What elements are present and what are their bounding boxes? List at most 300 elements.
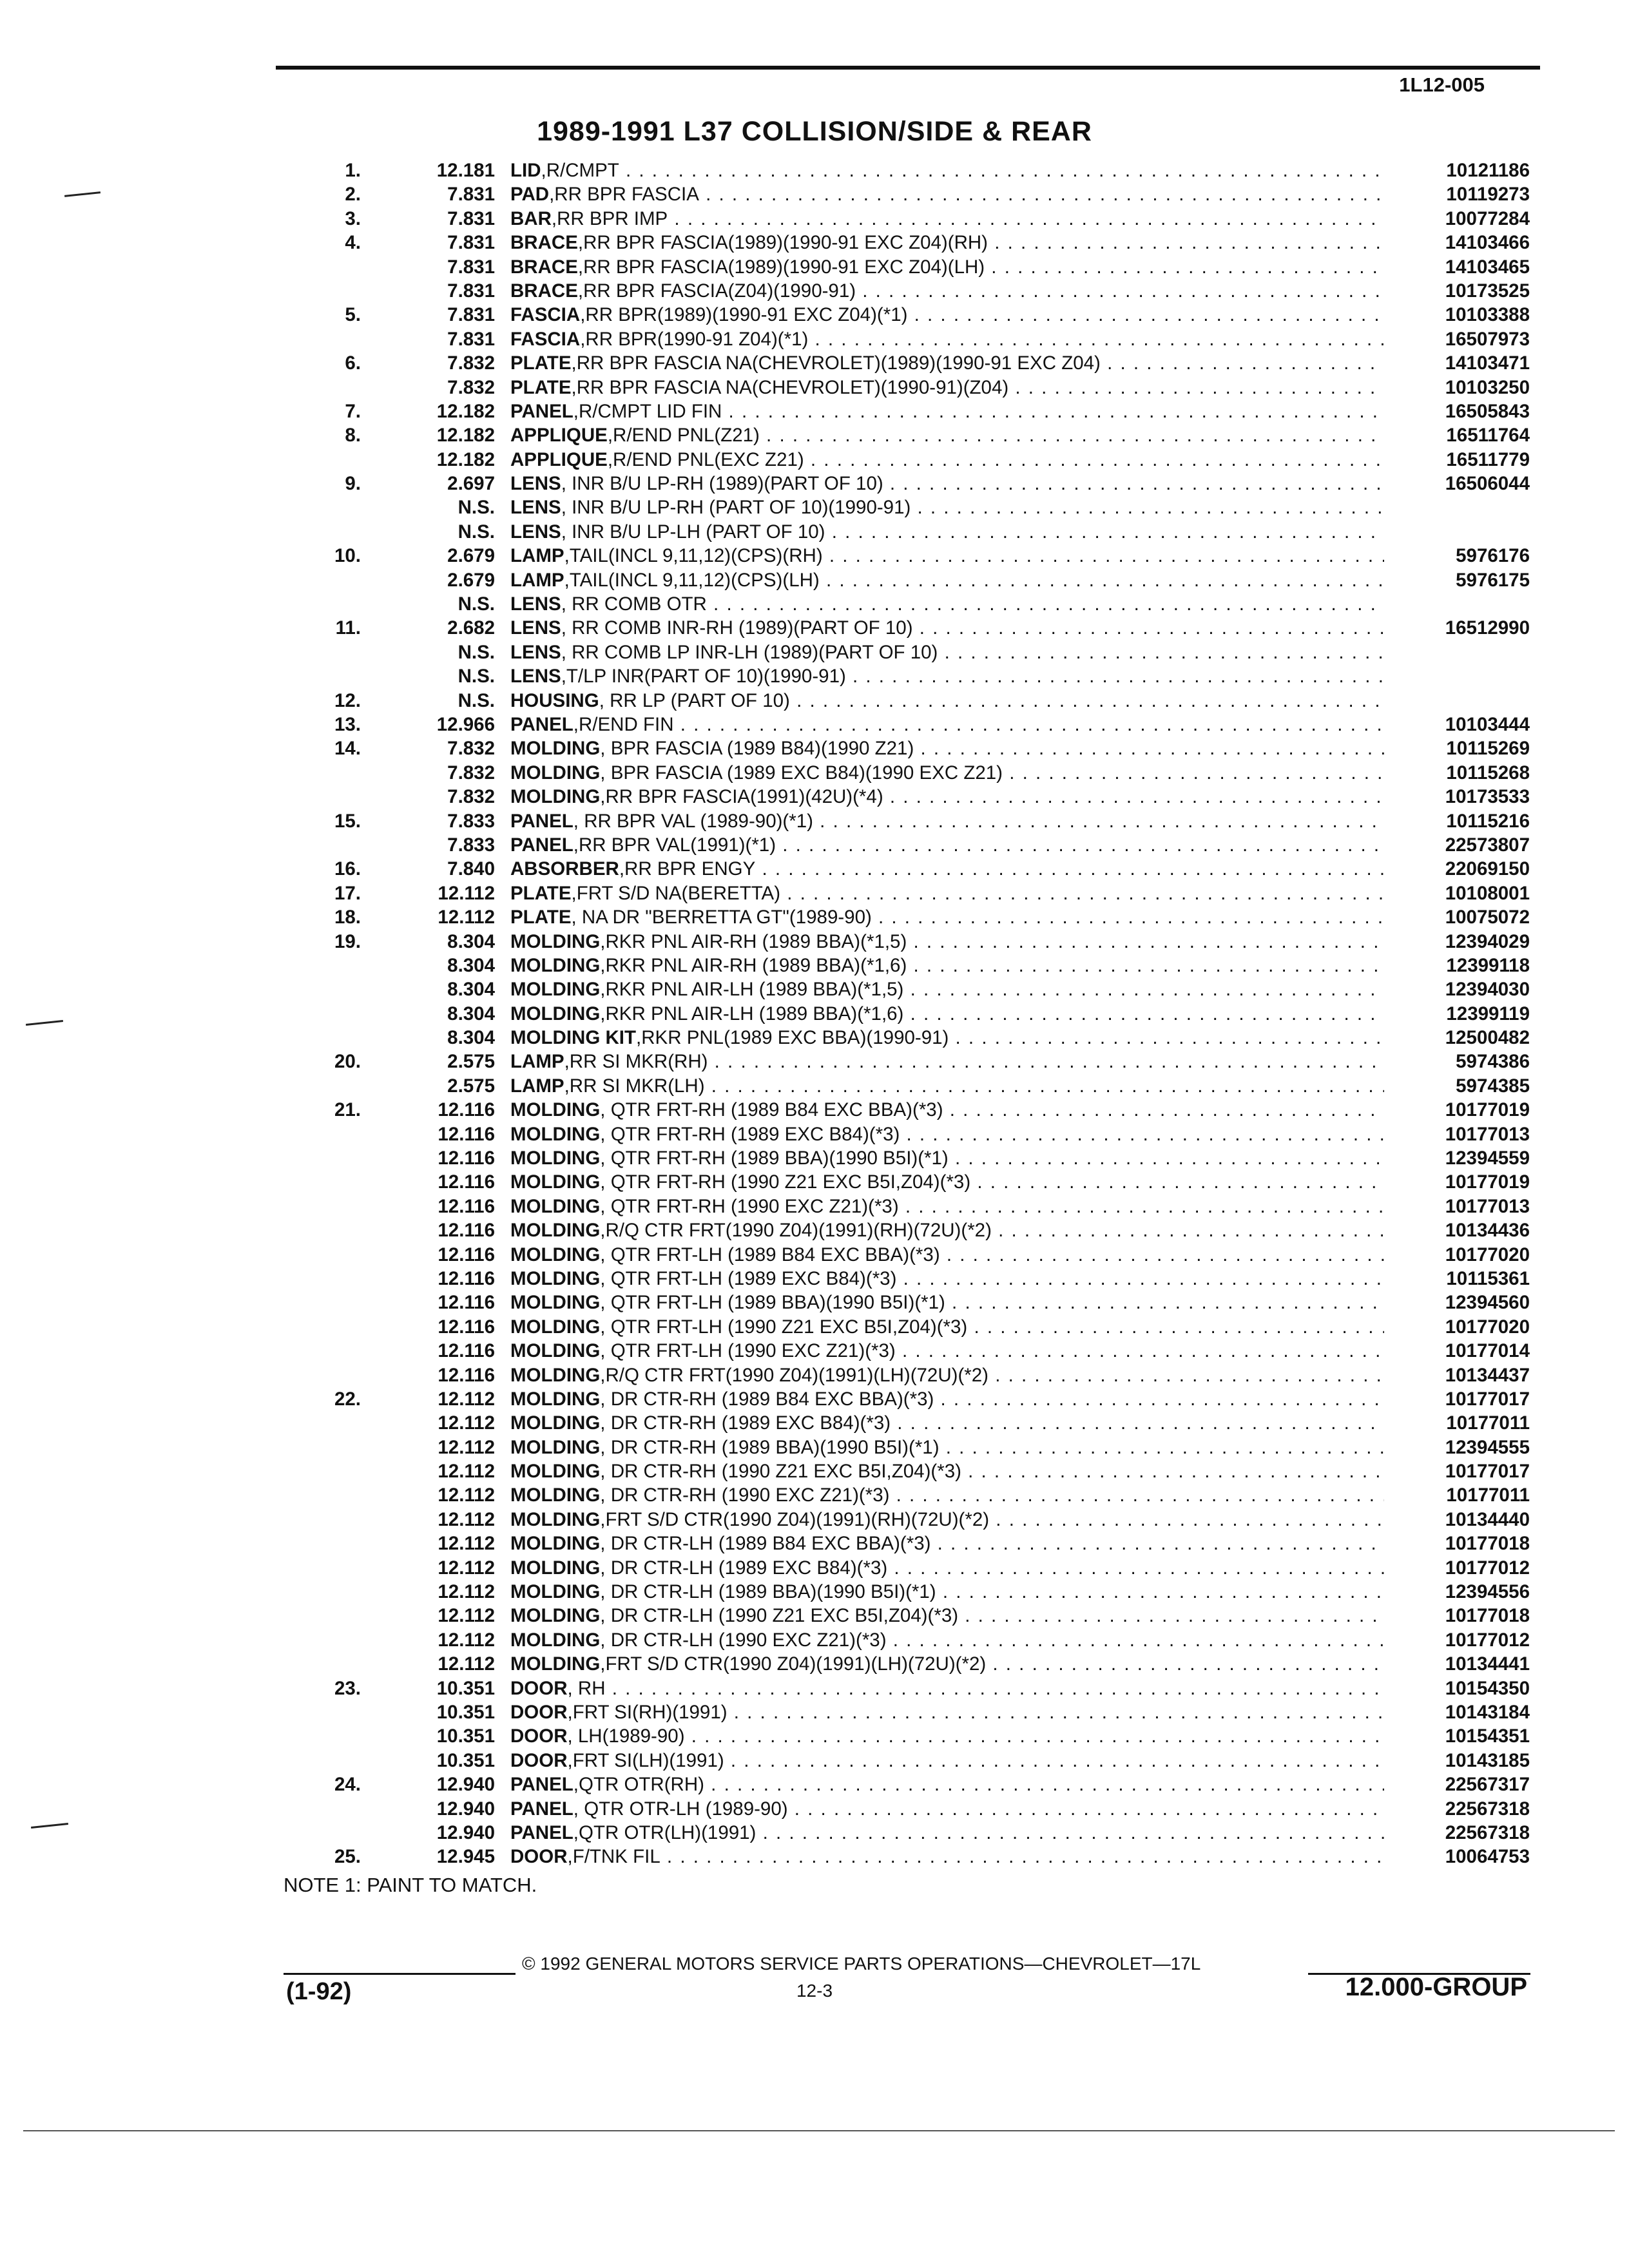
group-code: 12.112 [438,907,495,928]
part-detail: ,QTR OTR(LH)(1991) [573,1821,757,1843]
part-number: 10177012 [1384,1556,1530,1580]
part-number: 10177019 [1384,1098,1530,1122]
part-number: 10115269 [1384,736,1530,760]
group-code: 7.833 [447,834,495,856]
part-detail: ,RR BPR FASCIA NA(CHEVROLET)(1990-91)(Z04) [571,376,1009,398]
part-detail: , DR CTR-LH (1989 BBA)(1990 B5I)(*1) [600,1581,936,1603]
group-code: 12.116 [438,1316,495,1338]
part-number: 22069150 [1384,857,1530,881]
part-name: MOLDING [510,1003,601,1024]
part-name: DOOR [510,1702,568,1723]
part-row [284,713,1530,736]
part-description [510,1243,1384,1267]
part-description [510,616,1384,640]
part-row [284,495,1530,519]
part-description [510,1170,1384,1194]
part-row [284,255,1530,279]
part-row [284,568,1530,592]
part-name: PANEL [510,834,574,856]
part-description [510,930,1384,954]
part-number: 10173533 [1384,785,1530,809]
group-code: 12.112 [438,1629,495,1651]
part-number: 10103250 [1384,376,1530,399]
group-code: 2.679 [447,569,495,591]
part-row [284,592,1530,616]
item-number: 18. [334,907,361,928]
group-code: N.S. [458,689,495,711]
part-description [510,327,1384,351]
item-number: 6. [345,352,361,374]
part-detail: , QTR FRT-LH (1990 EXC Z21)(*3) [600,1340,896,1362]
part-number: 10177020 [1384,1315,1530,1339]
part-name: BAR [510,207,552,229]
part-name: FASCIA [510,328,581,350]
group-code: 12.116 [438,1267,495,1289]
binder-mark [64,191,101,197]
part-row [284,664,1530,688]
part-number: 22567318 [1384,1797,1530,1821]
part-number: 5974386 [1384,1050,1530,1073]
part-description [510,1677,1384,1700]
part-description [510,1267,1384,1291]
part-number: 10134437 [1384,1363,1530,1387]
part-detail: , INR B/U LP-RH (PART OF 10)(1990-91) [561,497,911,519]
group-code: 12.116 [438,1364,495,1386]
part-name: MOLDING [510,1629,601,1651]
part-detail: , QTR FRT-RH (1990 EXC Z21)(*3) [600,1195,899,1217]
item-number: 25. [334,1846,361,1868]
part-row [284,1700,1530,1724]
part-number: 10177014 [1384,1339,1530,1363]
part-name: LID [510,160,541,181]
part-detail: , QTR FRT-RH (1989 B84 EXC BBA)(*3) [600,1099,943,1121]
part-name: MOLDING KIT [510,1027,637,1049]
part-row [284,640,1530,664]
part-name: MOLDING [510,1653,601,1675]
part-number: 10177019 [1384,1170,1530,1194]
part-row [284,1195,1530,1218]
part-row [284,1170,1530,1194]
part-row [284,1363,1530,1387]
part-number: 10103388 [1384,303,1530,327]
part-row [284,1218,1530,1242]
part-detail: ,TAIL(INCL 9,11,12)(CPS)(RH) [564,545,823,567]
part-number: 22573807 [1384,833,1530,857]
item-number: 22. [334,1388,361,1410]
part-number: 12394555 [1384,1436,1530,1459]
group-code: 12.112 [438,1533,495,1555]
part-name: APPLIQUE [510,448,608,470]
part-detail: , QTR FRT-LH (1989 EXC B84)(*3) [600,1267,897,1289]
part-number: 16511764 [1384,423,1530,447]
item-number: 21. [334,1099,361,1121]
group-code: 7.833 [447,810,495,832]
part-detail: ,FRT S/D CTR(1990 Z04)(1991)(RH)(72U)(*2) [600,1508,990,1530]
group-code: 7.831 [447,256,495,278]
part-description [510,1363,1384,1387]
part-row [284,207,1530,231]
part-description [510,448,1384,472]
group-code: N.S. [458,666,495,687]
part-description [510,1845,1384,1869]
part-row [284,1002,1530,1026]
part-name: MOLDING [510,1605,601,1627]
part-detail: ,RR SI MKR(LH) [564,1075,705,1097]
part-name: PANEL [510,1798,574,1820]
part-description [510,1508,1384,1532]
part-number: 22567318 [1384,1821,1530,1845]
part-number: 14103471 [1384,351,1530,375]
item-number: 1. [345,160,361,181]
part-name: PAD [510,184,550,206]
part-detail: ,RR BPR ENGY [619,858,756,880]
part-row [284,1050,1530,1073]
group-code: 8.304 [447,979,495,1001]
part-row [284,1315,1530,1339]
part-description [510,1436,1384,1459]
part-name: MOLDING [510,1316,601,1338]
part-detail: , RR COMB INR-RH (1989)(PART OF 10) [561,617,913,639]
part-description [510,279,1384,303]
item-number: 4. [345,232,361,254]
part-number: 10154350 [1384,1677,1530,1700]
part-detail: ,R/CMPT [541,160,619,181]
part-number: 10173525 [1384,279,1530,303]
part-detail: ,RR BPR FASCIA(1991)(42U)(*4) [600,786,883,808]
part-name: LENS [510,521,561,543]
part-description [510,857,1384,881]
page-code: 1L12-005 [1399,73,1485,96]
part-description [510,664,1384,688]
part-row [284,1483,1530,1507]
group-code: 7.831 [447,232,495,254]
part-number: 10103444 [1384,713,1530,736]
part-description [510,954,1384,977]
part-row [284,1411,1530,1435]
group-code: 12.116 [438,1292,495,1314]
part-detail: ,RKR PNL AIR-RH (1989 BBA)(*1,5) [600,930,907,952]
part-row [284,159,1530,182]
part-description [510,1628,1384,1652]
group-code: 7.831 [447,207,495,229]
part-number: 16507973 [1384,327,1530,351]
note: NOTE 1: PAINT TO MATCH. [284,1874,537,1896]
part-number: 16505843 [1384,399,1530,423]
part-row [284,376,1530,399]
item-number: 24. [334,1774,361,1796]
part-detail: ,RR BPR FASCIA NA(CHEVROLET)(1989)(1990-91 EXC Z04) [571,352,1101,374]
group-code: 12.116 [438,1171,495,1193]
part-row [284,1677,1530,1700]
part-number: 10119273 [1384,182,1530,206]
part-detail: , DR CTR-LH (1989 B84 EXC BBA)(*3) [600,1533,931,1555]
group-code: 12.116 [438,1195,495,1217]
part-number: 10177012 [1384,1628,1530,1652]
group-code: 10.351 [436,1725,495,1747]
part-row [284,1628,1530,1652]
group-code: 2.575 [447,1051,495,1073]
part-name: PLATE [510,882,572,904]
part-detail: , DR CTR-RH (1989 EXC B84)(*3) [600,1412,891,1434]
part-detail: ,RKR PNL AIR-LH (1989 BBA)(*1,6) [600,1003,904,1024]
group-code: 12.112 [438,882,495,904]
part-detail: , BPR FASCIA (1989 EXC B84)(1990 EXC Z21) [600,762,1003,783]
item-number: 20. [334,1051,361,1073]
part-detail: ,RR BPR(1989)(1990-91 EXC Z04)(*1) [580,304,908,326]
part-detail: , RR COMB OTR [561,593,707,615]
item-number: 16. [334,858,361,880]
part-row [284,1773,1530,1796]
part-description [510,1821,1384,1845]
part-description [510,713,1384,736]
part-name: MOLDING [510,1123,601,1145]
part-row [284,833,1530,857]
part-detail: , QTR FRT-LH (1989 BBA)(1990 B5I)(*1) [600,1292,945,1314]
group-code: 2.697 [447,473,495,495]
part-description [510,1797,1384,1821]
part-detail: , INR B/U LP-LH (PART OF 10) [561,521,825,543]
group-code: 12.945 [436,1846,495,1868]
footer-rule-left [284,1973,516,1975]
part-name: MOLDING [510,762,601,783]
part-row [284,1122,1530,1146]
part-name: MOLDING [510,1533,601,1555]
part-description [510,495,1384,519]
part-name: PANEL [510,1774,574,1796]
part-detail: , RR LP (PART OF 10) [599,689,790,711]
part-name: LENS [510,666,561,687]
group-code: 8.304 [447,954,495,976]
part-number: 5974385 [1384,1074,1530,1098]
part-name: MOLDING [510,1436,601,1458]
part-description [510,159,1384,182]
part-description [510,785,1384,809]
part-row [284,1652,1530,1676]
part-name: MOLDING [510,1244,601,1265]
part-row [284,954,1530,977]
part-description [510,1315,1384,1339]
group-code: N.S. [458,497,495,519]
group-code: N.S. [458,641,495,663]
part-name: ABSORBER [510,858,619,880]
part-number: 12394560 [1384,1291,1530,1314]
part-name: LAMP [510,1075,564,1097]
group-code: 12.112 [438,1412,495,1434]
item-number: 2. [345,184,361,206]
part-row [284,977,1530,1001]
part-number: 12394559 [1384,1146,1530,1170]
part-number: 10115361 [1384,1267,1530,1291]
part-number: 12399119 [1384,1002,1530,1026]
part-row [284,1459,1530,1483]
part-description [510,1604,1384,1628]
part-row [284,1797,1530,1821]
group-code: 12.112 [438,1436,495,1458]
part-row [284,1026,1530,1050]
part-detail: ,RR BPR FASCIA(Z04)(1990-91) [577,280,856,302]
part-name: APPLIQUE [510,425,608,447]
part-number: 10143185 [1384,1749,1530,1773]
part-description [510,520,1384,544]
part-detail: , RR COMB LP INR-LH (1989)(PART OF 10) [561,641,938,663]
part-number: 10143184 [1384,1700,1530,1724]
part-description [510,376,1384,399]
part-row [284,327,1530,351]
part-row [284,785,1530,809]
part-detail: ,RR BPR FASCIA [549,184,699,206]
group-code: 12.112 [438,1653,495,1675]
group-code: 12.182 [436,425,495,447]
group-code: 7.831 [447,280,495,302]
part-description [510,1146,1384,1170]
group-code: 12.116 [438,1148,495,1169]
copyright: © 1992 GENERAL MOTORS SERVICE PARTS OPERATIONS—CHEVROLET—17L [522,1954,1201,1974]
part-row [284,857,1530,881]
group-code: 12.112 [438,1388,495,1410]
part-number: 12394556 [1384,1580,1530,1604]
group-code: 7.832 [447,376,495,398]
part-detail: ,R/Q CTR FRT(1990 Z04)(1991)(RH)(72U)(*2) [600,1220,992,1242]
group-code: 12.181 [436,160,495,181]
part-name: MOLDING [510,1171,601,1193]
part-number: 5976175 [1384,568,1530,592]
part-description [510,1532,1384,1555]
group-code: 12.112 [438,1461,495,1483]
group-code: 12.112 [438,1581,495,1603]
part-row [284,1243,1530,1267]
part-detail: , DR CTR-LH (1990 EXC Z21)(*3) [600,1629,887,1651]
part-name: LENS [510,617,561,639]
part-description [510,1074,1384,1098]
part-detail: ,R/END PNL(Z21) [607,425,760,447]
part-number: 10177013 [1384,1195,1530,1218]
part-description [510,1749,1384,1773]
group-code: 7.831 [447,304,495,326]
part-description [510,640,1384,664]
part-number: 16506044 [1384,472,1530,495]
part-detail: , QTR OTR-LH (1989-90) [573,1798,788,1820]
part-detail: , QTR FRT-RH (1989 EXC B84)(*3) [600,1123,900,1145]
part-number: 10134441 [1384,1652,1530,1676]
part-row [284,279,1530,303]
part-detail: ,R/END FIN [573,713,674,735]
part-detail: ,RR BPR FASCIA(1989)(1990-91 EXC Z04)(LH) [577,256,985,278]
part-row [284,930,1530,954]
part-name: MOLDING [510,1364,601,1386]
part-detail: , NA DR "BERRETTA GT"(1989-90) [571,907,872,928]
group-code: 8.304 [447,1003,495,1024]
part-name: HOUSING [510,689,599,711]
part-detail: ,QTR OTR(RH) [573,1774,704,1796]
part-name: DOOR [510,1749,568,1771]
part-name: MOLDING [510,1220,601,1242]
part-name: MOLDING [510,1557,601,1579]
part-name: LENS [510,473,561,495]
part-name: PANEL [510,1821,574,1843]
part-description [510,351,1384,375]
part-row [284,520,1530,544]
part-name: PLATE [510,376,572,398]
group-code: 12.940 [436,1821,495,1843]
group-code: 10.351 [436,1702,495,1723]
part-detail: ,TAIL(INCL 9,11,12)(CPS)(LH) [564,569,820,591]
part-detail: , DR CTR-LH (1989 EXC B84)(*3) [600,1557,888,1579]
group-code: 12.116 [438,1099,495,1121]
group-code: 7.832 [447,786,495,808]
part-number: 16512990 [1384,616,1530,640]
part-description [510,231,1384,255]
part-row [284,448,1530,472]
part-row [284,399,1530,423]
part-description [510,592,1384,616]
part-description [510,1556,1384,1580]
part-number: 12394030 [1384,977,1530,1001]
group-code: 7.832 [447,352,495,374]
part-description [510,761,1384,785]
group-code: N.S. [458,593,495,615]
part-description [510,1652,1384,1676]
part-description [510,809,1384,833]
part-detail: ,RR BPR VAL(1991)(*1) [573,834,776,856]
part-description [510,303,1384,327]
item-number: 15. [334,810,361,832]
part-detail: , RH [567,1677,606,1699]
group-number: 12.000-GROUP [1345,1973,1527,2001]
part-description [510,905,1384,929]
part-number: 10077284 [1384,207,1530,231]
part-name: MOLDING [510,930,601,952]
part-name: MOLDING [510,1195,601,1217]
part-name: PLATE [510,907,572,928]
part-row [284,1291,1530,1314]
part-detail: ,FRT SI(RH)(1991) [567,1702,728,1723]
part-description [510,833,1384,857]
part-description [510,1339,1384,1363]
part-row [284,544,1530,568]
part-description [510,736,1384,760]
group-code: 10.351 [436,1749,495,1771]
part-detail: , QTR FRT-RH (1989 BBA)(1990 B5I)(*1) [600,1148,949,1169]
part-name: BRACE [510,232,578,254]
part-description [510,1291,1384,1314]
item-number: 14. [334,738,361,760]
group-code: 7.832 [447,738,495,760]
group-code: N.S. [458,521,495,543]
part-name: MOLDING [510,738,601,760]
part-description [510,1700,1384,1724]
item-number: 11. [335,617,361,639]
part-description [510,1387,1384,1411]
group-code: 12.940 [436,1774,495,1796]
part-number: 22567317 [1384,1773,1530,1796]
part-detail: , RR BPR VAL (1989-90)(*1) [573,810,813,832]
group-code: 12.116 [438,1220,495,1242]
part-row [284,689,1530,713]
group-code: 2.682 [447,617,495,639]
group-code: 12.112 [438,1605,495,1627]
part-name: DOOR [510,1725,568,1747]
part-description [510,689,1384,713]
part-description [510,1459,1384,1483]
part-row [284,1749,1530,1773]
part-detail: ,RR BPR(1990-91 Z04)(*1) [580,328,809,350]
part-row [284,809,1530,833]
part-detail: ,R/Q CTR FRT(1990 Z04)(1991)(LH)(72U)(*2) [600,1364,989,1386]
part-detail: ,RR BPR IMP [551,207,668,229]
group-code: 12.182 [436,448,495,470]
part-row [284,472,1530,495]
part-number: 12500482 [1384,1026,1530,1050]
